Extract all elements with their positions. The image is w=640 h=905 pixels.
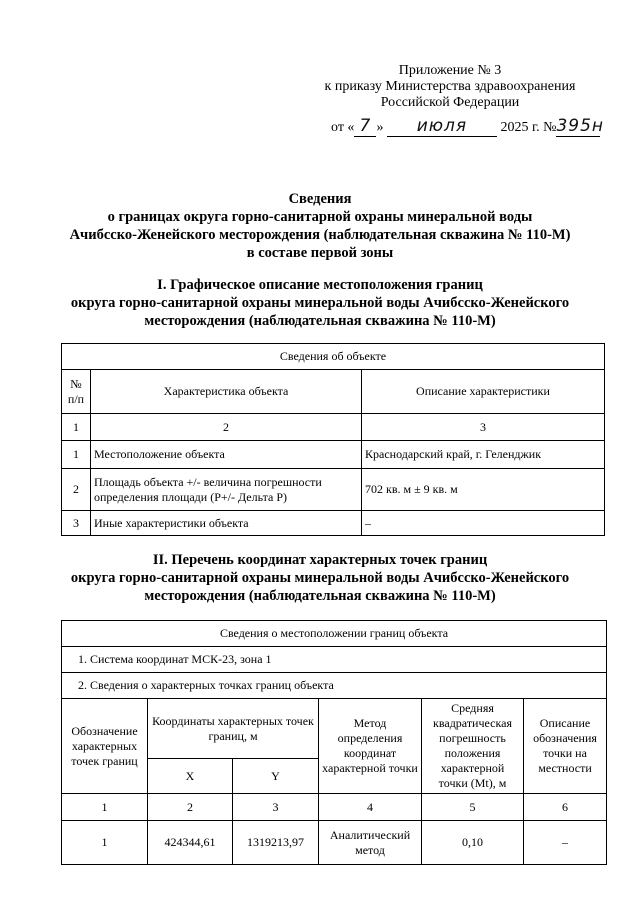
col-coordinates: Координаты характерных точек границ, м bbox=[148, 699, 319, 759]
object-index-row bbox=[62, 414, 605, 441]
col-terrain-description: Описание обозначения точки на местности bbox=[524, 699, 607, 794]
section-1-heading bbox=[20, 276, 620, 330]
appendix-order-line: к приказу Министерства здравоохранения bbox=[324, 79, 576, 94]
section-1-line-2: округа горно-санитарной охраны минеральной воды Ачибсско-Женейского bbox=[70, 295, 570, 311]
table-row bbox=[62, 441, 605, 469]
index-cell: 2 bbox=[148, 794, 233, 821]
object-col-description: Описание характеристики bbox=[362, 370, 605, 414]
boundary-table-caption: Сведения о местоположении границ объекта bbox=[62, 621, 607, 647]
appendix-date-line bbox=[331, 116, 605, 137]
table-row bbox=[62, 511, 605, 536]
table-row bbox=[62, 469, 605, 511]
row-characteristic: Иные характеристики объекта bbox=[91, 511, 362, 536]
section-2-line-1: II. Перечень координат характерных точек границ bbox=[152, 552, 488, 568]
order-number: 395н bbox=[556, 116, 605, 136]
table-row bbox=[62, 821, 607, 865]
col-x: X bbox=[148, 759, 233, 794]
date-mid: » bbox=[376, 120, 384, 135]
appendix-country-line: Российской Федерации bbox=[380, 95, 520, 110]
method-cell: Аналитический метод bbox=[319, 821, 422, 865]
document-title bbox=[20, 190, 620, 262]
index-cell: 3 bbox=[362, 414, 605, 441]
date-year: 2025 г. № bbox=[500, 120, 557, 135]
y-coordinate-cell: 1319213,97 bbox=[233, 821, 319, 865]
section-1-line-1: I. Графическое описание местоположения границ bbox=[157, 277, 483, 293]
index-cell: 2 bbox=[91, 414, 362, 441]
row-number: 2 bbox=[62, 469, 91, 511]
row-characteristic: Площадь объекта +/- величина погрешности определения площади (P+/- Дельта P) bbox=[91, 469, 362, 511]
index-cell: 1 bbox=[62, 414, 91, 441]
date-prefix: от « bbox=[331, 120, 355, 135]
row-characteristic: Местоположение объекта bbox=[91, 441, 362, 469]
object-col-characteristic: Характеристика объекта bbox=[91, 370, 362, 414]
point-designation-cell: 1 bbox=[62, 821, 148, 865]
section-2-line-2: округа горно-санитарной охраны минеральной воды Ачибсско-Женейского bbox=[70, 570, 570, 586]
index-cell: 3 bbox=[233, 794, 319, 821]
index-cell: 4 bbox=[319, 794, 422, 821]
characteristic-points-row: 2. Сведения о характерных точках границ объекта bbox=[62, 673, 607, 699]
row-description: – bbox=[362, 511, 605, 536]
col-mean-error: Средняя квадратическая погрешность положения характерной точки (Mt), м bbox=[422, 699, 524, 794]
boundary-index-row bbox=[62, 794, 607, 821]
index-cell: 6 bbox=[524, 794, 607, 821]
row-number: 3 bbox=[62, 511, 91, 536]
boundary-coordinates-table bbox=[61, 620, 607, 865]
section-2-heading bbox=[20, 551, 620, 605]
coordinate-system-row: 1. Система координат МСК-23, зона 1 bbox=[62, 647, 607, 673]
row-number: 1 bbox=[62, 441, 91, 469]
appendix-header bbox=[300, 63, 600, 111]
row-description: Краснодарский край, г. Геленджик bbox=[362, 441, 605, 469]
section-2-line-3: месторождения (наблюдательная скважина № 110-М) bbox=[144, 588, 496, 604]
title-line-3: Ачибсско-Женейского месторождения (наблюдательная скважина № 110-М) bbox=[69, 227, 571, 243]
index-cell: 1 bbox=[62, 794, 148, 821]
title-line-2: о границах округа горно-санитарной охраны минеральной воды bbox=[107, 209, 533, 225]
object-info-table bbox=[61, 343, 605, 536]
terrain-description-cell: – bbox=[524, 821, 607, 865]
date-month: июля bbox=[387, 116, 497, 137]
object-col-number: № п/п bbox=[62, 370, 91, 414]
date-day: 7 bbox=[354, 116, 376, 137]
appendix-title: Приложение № 3 bbox=[398, 63, 502, 78]
col-y: Y bbox=[233, 759, 319, 794]
col-point-designation: Обозначение характерных точек границ bbox=[62, 699, 148, 794]
mean-error-cell: 0,10 bbox=[422, 821, 524, 865]
object-table-caption: Сведения об объекте bbox=[62, 344, 605, 370]
title-line-1: Сведения bbox=[288, 191, 352, 207]
section-1-line-3: месторождения (наблюдательная скважина № 110-М) bbox=[144, 313, 496, 329]
title-line-4: в составе первой зоны bbox=[246, 245, 394, 261]
index-cell: 5 bbox=[422, 794, 524, 821]
col-method: Метод определения координат характерной точки bbox=[319, 699, 422, 794]
row-description: 702 кв. м ± 9 кв. м bbox=[362, 469, 605, 511]
x-coordinate-cell: 424344,61 bbox=[148, 821, 233, 865]
